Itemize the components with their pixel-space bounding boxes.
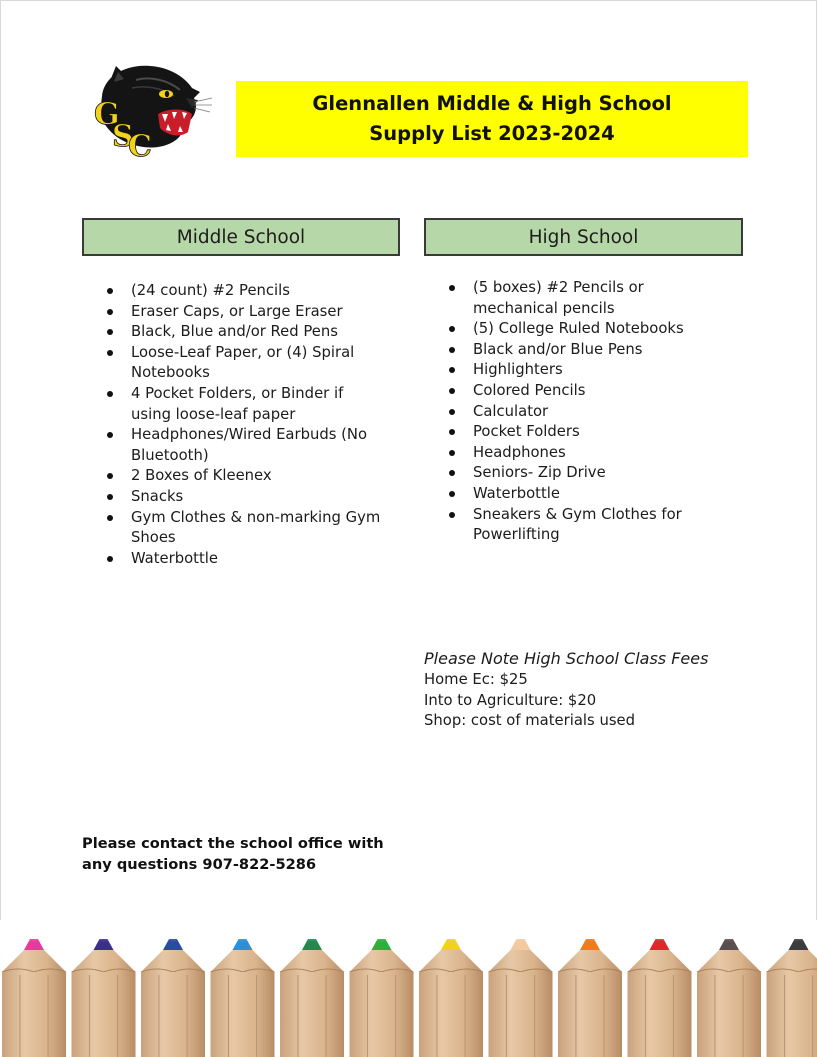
list-item-text: Headphones/Wired Earbuds (No Bluetooth) (131, 426, 368, 464)
list-item (447, 484, 717, 505)
supply-list-year: Supply List 2023-2024 (369, 122, 615, 145)
class-fees-title: Please Note High School Class Fees (424, 649, 709, 668)
list-item-text: Seniors- Zip Drive (473, 464, 606, 482)
list-item-text: Colored Pencils (473, 381, 586, 399)
bullet-icon (107, 515, 113, 521)
list-item-text: (5) College Ruled Notebooks (473, 320, 684, 338)
list-item-text: 4 Pocket Folders, or Binder if using loose-leaf paper (131, 384, 344, 423)
list-item (447, 278, 717, 319)
bullet-icon (107, 556, 113, 562)
fee-line: Shop: cost of materials used (424, 712, 636, 730)
list-item (105, 322, 385, 343)
bullet-icon (449, 367, 455, 373)
middle-school-supply-list (105, 281, 385, 569)
list-item (447, 340, 717, 361)
bullet-icon (449, 470, 455, 476)
svg-text:S: S (112, 119, 134, 154)
bullet-icon (107, 391, 113, 397)
list-item-text: Black, Blue and/or Red Pens (131, 323, 338, 341)
bullet-icon (449, 285, 455, 291)
bullet-icon (449, 512, 455, 518)
list-item (447, 422, 717, 443)
class-fees-section (424, 648, 764, 732)
list-item (105, 466, 385, 487)
contact-note (82, 834, 402, 875)
list-item-text: Calculator (473, 402, 549, 420)
list-item (447, 443, 717, 464)
middle-school-heading: Middle School (82, 218, 400, 256)
list-item (105, 549, 385, 570)
list-item (105, 302, 385, 323)
list-item (105, 281, 385, 302)
list-item (105, 425, 385, 466)
contact-line: any questions 907-822-5286 (82, 855, 317, 873)
list-item (447, 360, 717, 381)
list-item (105, 343, 385, 384)
list-item-text: (24 count) #2 Pencils (131, 282, 290, 299)
title-banner (236, 81, 748, 157)
list-item (447, 319, 717, 340)
bullet-icon (107, 329, 113, 335)
list-item (447, 505, 717, 546)
bullet-icon (107, 288, 113, 294)
bullet-icon (107, 432, 113, 438)
bullet-icon (449, 491, 455, 497)
list-item-text: Loose-Leaf Paper, or (4) Spiral Notebooks (131, 343, 355, 382)
list-item (105, 384, 385, 425)
svg-text:C: C (128, 129, 152, 158)
list-item-text: Eraser Caps, or Large Eraser (131, 302, 343, 320)
list-item-text: Gym Clothes & non-marking Gym Shoes (131, 508, 381, 547)
list-item-text: Waterbottle (131, 549, 219, 567)
panther-logo (88, 58, 213, 158)
list-item-text: (5 boxes) #2 Pencils or mechanical pencils (473, 279, 644, 317)
svg-text:G: G (94, 97, 120, 132)
fee-line: Into to Agriculture: $20 (424, 691, 597, 709)
list-item (447, 463, 717, 484)
list-item (447, 402, 717, 423)
bullet-icon (107, 494, 113, 500)
school-name: Glennallen Middle & High School (312, 92, 672, 115)
high-school-heading: High School (424, 218, 743, 256)
list-item-text: Highlighters (473, 361, 563, 379)
high-school-supply-list (447, 278, 717, 546)
list-item (447, 381, 717, 402)
list-item-text: Headphones (473, 443, 566, 461)
bullet-icon (107, 473, 113, 479)
list-item-text: Snacks (131, 487, 184, 505)
contact-line: Please contact the school office with (82, 835, 384, 852)
list-item-text: 2 Boxes of Kleenex (131, 467, 272, 485)
list-item (105, 508, 385, 549)
bullet-icon (449, 409, 455, 415)
bullet-icon (107, 350, 113, 356)
list-item (105, 487, 385, 508)
pencil-fade-overlay (0, 920, 817, 942)
bullet-icon (449, 326, 455, 332)
bullet-icon (449, 347, 455, 353)
list-item-text: Sneakers & Gym Clothes for Powerlifting (473, 505, 682, 544)
bullet-icon (449, 429, 455, 435)
list-item-text: Black and/or Blue Pens (473, 340, 643, 358)
bullet-icon (449, 450, 455, 456)
bullet-icon (107, 309, 113, 315)
colored-pencils-image (0, 920, 817, 1057)
bullet-icon (449, 388, 455, 394)
fee-line: Home Ec: $25 (424, 671, 528, 688)
list-item-text: Pocket Folders (473, 423, 580, 441)
list-item-text: Waterbottle (473, 484, 561, 502)
